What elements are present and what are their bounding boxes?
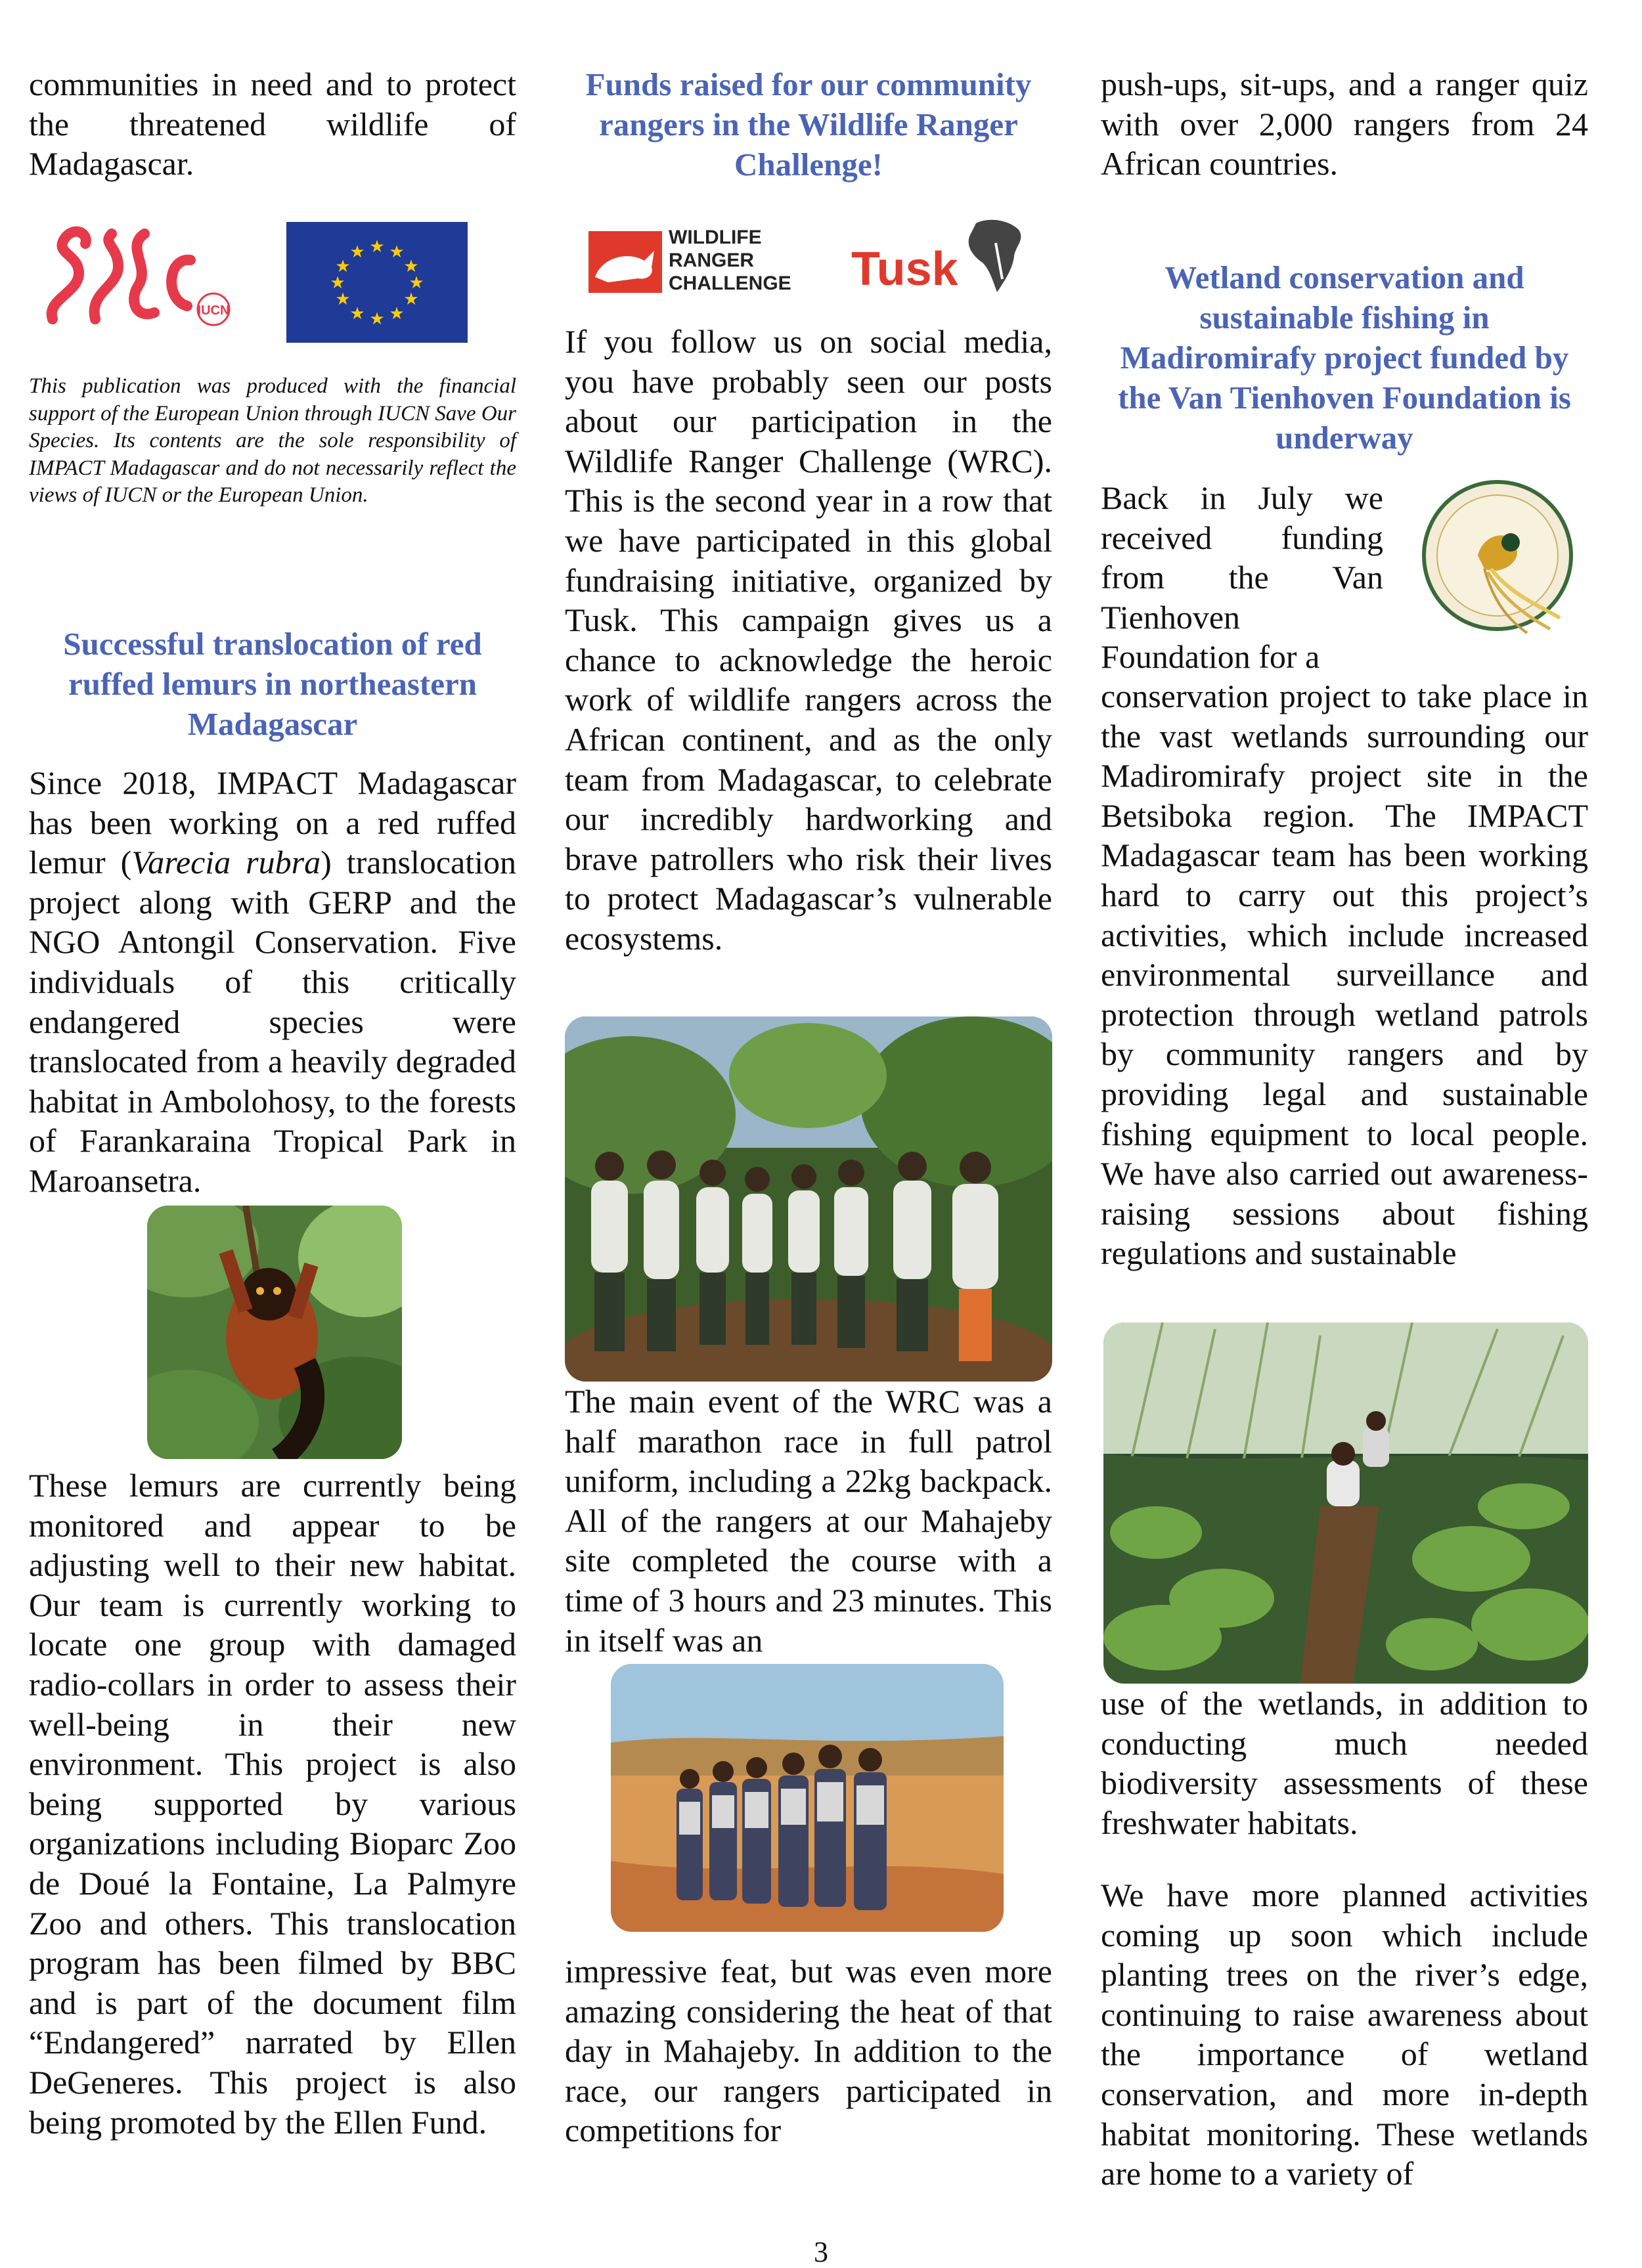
eu-disclaimer-text: This publication was produced with the financial support of the European Union through IUCN Save Our Species. Its contents are the sole responsibility of IMPACT Madagascar and do not necessarily reflect the views of IUCN or the European Union.: [29, 374, 516, 507]
tusk-logo-text: Tusk: [851, 243, 958, 295]
red-ruffed-lemur-photo: [147, 1206, 402, 1459]
rangers-group-photo: [565, 1016, 1052, 1382]
svg-text:★: ★: [335, 257, 351, 276]
svg-text:★: ★: [403, 257, 419, 276]
africa-map-icon: [963, 217, 1029, 295]
wrc-logo-line-2: RANGER: [669, 250, 755, 271]
wetland-article-paragraph-1-end: conservation project to take place in the vast wetlands surrounding our Madiromirafy project site in the Betsiboka region. The IMPACT Madagascar team has been working hard to carry out this project’s activities, which include increased environmental surveillance and protection through wetland patrols by community rangers and by providing legal and sustainable fishing equipment to local people. We have also carried out awareness-raising sessions about fishing regulations and sustainable: [1101, 678, 1588, 1272]
wrc-article-headline: Funds raised for our community rangers in the Wildlife Ranger Challenge!: [585, 66, 1032, 183]
wrc-logo-line-1: WILDLIFE: [669, 227, 762, 248]
svg-text:★: ★: [389, 304, 405, 324]
wildlife-ranger-challenge-logo: [588, 226, 791, 298]
lemur-article-paragraph-2: These lemurs are currently being monitored and appear to be adjusting well to their new habitat. Our team is currently working to locate one group with damaged radio-collars in order to assess their well-being in their new environment. This project is also being supported by various organizations including Bioparc Zoo de Doué la Fontaine, La Palmyre Zoo and others. This translocation program has been filmed by BBC and is part of the document film “Endangered” narrated by Ellen DeGeneres. This project is also being promoted by the Ellen Fund.: [29, 1467, 516, 2141]
svg-text:★: ★: [330, 273, 345, 293]
wetland-article-paragraph-1-start: Back in July we received funding from the Van Tienhoven Foundation for a: [1101, 479, 1383, 676]
svg-text:★: ★: [389, 242, 405, 262]
col3-intro-text: push-ups, sit-ups, and a ranger quiz with over 2,000 rangers from 24 African countries.: [1101, 66, 1588, 183]
svg-text:★: ★: [349, 304, 365, 324]
wetland-article-paragraph-2: use of the wetlands, in addition to conducting much needed biodiversity assessments of these freshwater habitats.: [1101, 1685, 1588, 1841]
svg-text:★: ★: [409, 273, 424, 293]
rangers-marathon-photo: [611, 1664, 1004, 1932]
wetland-article-paragraph-3: We have more planned activities coming up soon which include planting trees on the river’s edge, continuing to raise awareness about the importance of wetland conservation, and more in-depth habitat monitoring. These wetlands are home to a variety of: [1101, 1877, 1588, 2192]
wetland-article-headline: Wetland conservation and sustainable fishing in Madiromirafy project funded by the Van Tienhoven Foundation is underway: [1118, 259, 1571, 456]
wrc-article-paragraph-3: impressive feat, but was even more amazing considering the heat of that day in Mahajeby. In addition to the race, our rangers participated in competitions for: [565, 1953, 1052, 2149]
rhino-icon: [588, 231, 662, 293]
lemur-article-paragraph-1: [29, 763, 516, 1201]
wrc-logo-line-3: CHALLENGE: [669, 273, 791, 294]
col1-intro-text: communities in need and to protect the threatened wildlife of Madagascar.: [29, 66, 516, 183]
wetland-canoe-photo: [1103, 1322, 1588, 1684]
page-number: 3: [814, 2236, 828, 2268]
lemur-article-headline: Successful translocation of red ruffed lemurs in northeastern Madagascar: [63, 626, 482, 742]
lemur-paragraph-1-start: Since 2018, IMPACT Madagascar has been working on a red ruffed lemur (: [29, 764, 516, 881]
svg-text:★: ★: [349, 242, 365, 262]
sos-iucn-logo: [39, 221, 256, 332]
wrc-article-paragraph-1: If you follow us on social media, you have probably seen our posts about our participation in the Wildlife Ranger Challenge (WRC). This is the second year in a row that we have participated in this global fundraising initiative, organized by Tusk. This campaign gives us a chance to acknowledge the heroic work of wildlife rangers across the African continent, and as the only team from Madagascar, to celebrate our incredibly hardworking and brave patrollers who risk their lives to protect Madagascar’s vulnerable ecosystems.: [565, 323, 1052, 957]
van-tienhoven-foundation-logo: [1419, 477, 1576, 634]
lemur-paragraph-1-end: ) translocation project along with GERP and the NGO Antongil Conservation. Five individuals of this critically endangered species were translocated from a heavily degraded habitat in Ambolohosy, to the forests of Farankaraina Tropical Park in Maroansetra.: [29, 844, 517, 1199]
iucn-logo-text: IUCN: [197, 303, 230, 318]
lemur-species-name: Varecia rubra: [131, 844, 321, 881]
wrc-article-paragraph-2: The main event of the WRC was a half marathon race in full patrol uniform, including a 22kg backpack. All of the rangers at our Mahajeby site completed the course with a time of 3 hours and 23 minutes. This in itself was an: [565, 1383, 1052, 1659]
svg-text:★: ★: [403, 290, 419, 309]
svg-text:★: ★: [369, 309, 385, 329]
svg-text:★: ★: [335, 290, 351, 309]
eu-stars-icon: [286, 222, 468, 343]
tusk-logo: [851, 217, 1029, 302]
eu-flag-logo: [286, 222, 468, 343]
svg-text:★: ★: [369, 237, 385, 257]
